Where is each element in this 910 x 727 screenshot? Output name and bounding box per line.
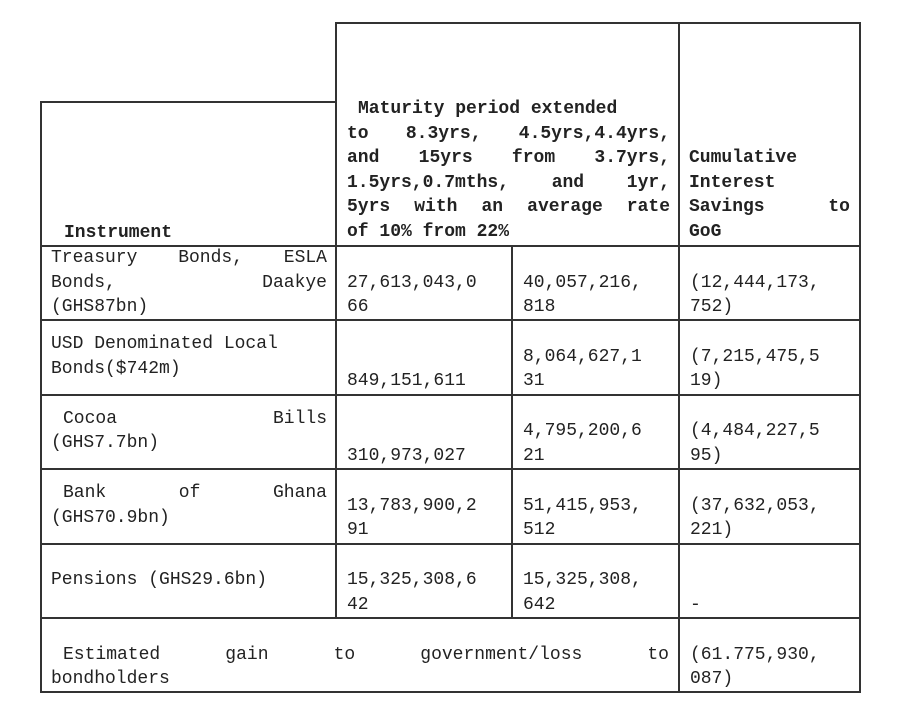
cell-instrument: Cocoa Bills	[63, 409, 327, 429]
header-maturity-line: to 8.3yrs, 4.5yrs,4.4yrs,	[347, 124, 670, 144]
rule-row-5	[40, 617, 861, 619]
cell-savings: 752)	[690, 297, 734, 317]
rule-row-2	[40, 394, 861, 396]
cell-instrument: (GHS70.9bn)	[51, 508, 170, 528]
header-maturity-line: Maturity period extended	[358, 99, 618, 119]
cell-value-a: 66	[347, 297, 369, 317]
header-savings-line: Savings to	[689, 197, 850, 217]
cell-savings: (12,444,173,	[690, 273, 820, 293]
cell-value-b: 818	[523, 297, 556, 317]
cell-instrument: Bonds, Daakye	[51, 273, 327, 293]
cell-instrument: Pensions (GHS29.6bn)	[51, 570, 268, 590]
cell-instrument: USD Denominated Local	[51, 334, 278, 354]
cell-value-b: 31	[523, 371, 545, 391]
cell-savings: 95)	[690, 446, 723, 466]
cell-savings: (37,632,053,	[690, 496, 820, 516]
cell-savings: 19)	[690, 371, 723, 391]
cell-value-a: 849,151,611	[347, 371, 466, 391]
rule-right	[859, 22, 861, 693]
total-label: Estimated gain to government/loss to	[63, 645, 669, 665]
cell-value-b: 15,325,308,	[523, 570, 642, 590]
cell-savings: (4,484,227,5	[690, 421, 820, 441]
cell-value-b: 4,795,200,6	[523, 421, 642, 441]
header-savings-line: Cumulative	[689, 148, 798, 168]
cell-value-b: 21	[523, 446, 545, 466]
header-maturity-line: and 15yrs from 3.7yrs,	[347, 148, 670, 168]
rule-col-1	[335, 22, 337, 619]
rule-top-left	[40, 101, 337, 103]
cell-instrument: (GHS7.7bn)	[51, 433, 160, 453]
cell-value-a: 91	[347, 520, 369, 540]
header-savings-line: Interest	[689, 173, 776, 193]
header-instrument: Instrument	[64, 223, 173, 243]
cell-instrument: (GHS87bn)	[51, 297, 149, 317]
cell-savings: (7,215,475,5	[690, 347, 820, 367]
cell-value-a: 310,973,027	[347, 446, 466, 466]
total-savings: (61.775,930,	[690, 645, 820, 665]
cell-value-a: 13,783,900,2	[347, 496, 477, 516]
rule-col-3	[678, 22, 680, 693]
cell-value-b: 512	[523, 520, 556, 540]
header-maturity-line: 1.5yrs,0.7mths, and 1yr,	[347, 173, 670, 193]
header-maturity-line: 5yrs with an average rate	[347, 197, 670, 217]
cell-value-a: 42	[347, 595, 369, 615]
rule-col-2	[511, 245, 513, 619]
cell-value-b: 40,057,216,	[523, 273, 642, 293]
cell-value-b: 51,415,953,	[523, 496, 642, 516]
cell-savings: 221)	[690, 520, 734, 540]
rule-top-upper	[335, 22, 861, 24]
cell-value-b: 642	[523, 595, 556, 615]
cell-value-b: 8,064,627,1	[523, 347, 642, 367]
cell-instrument: Treasury Bonds, ESLA	[51, 248, 327, 268]
cell-instrument: Bonds($742m)	[51, 359, 181, 379]
header-savings-line: GoG	[689, 222, 722, 242]
rule-row-4	[40, 543, 861, 545]
rule-left	[40, 101, 42, 693]
rule-row-1	[40, 319, 861, 321]
cell-value-a: 15,325,308,6	[347, 570, 477, 590]
header-maturity-line: of 10% from 22%	[347, 222, 510, 242]
total-savings: 087)	[690, 669, 734, 689]
cell-savings: -	[690, 595, 701, 615]
cell-instrument: Bank of Ghana	[63, 483, 327, 503]
cell-value-a: 27,613,043,0	[347, 273, 477, 293]
total-label: bondholders	[51, 669, 170, 689]
